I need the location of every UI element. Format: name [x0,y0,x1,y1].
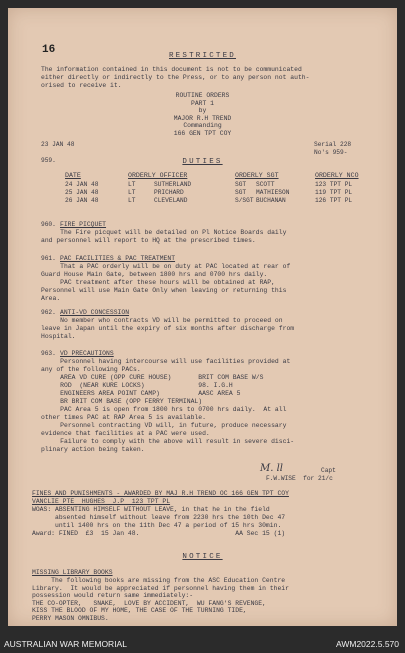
duties-cell: CLEVELAND [154,197,188,204]
notice-line: either directly or indirectly to the Press, or to any person not auth- [41,74,310,81]
signature-scrawl: M. ll [260,463,283,474]
notice-line: orised to receive it. [41,82,122,89]
document-page [8,8,397,626]
notice-section-line: KISS THE BLOOD OF MY HOME, THE CASE OF THE TURNING TIDE, [32,607,247,615]
footer-bar [0,634,405,653]
duties-header-date: DATE [65,172,81,179]
section-line: ROD (NEAR KURE LOCKS) 98. I.G.H [41,382,233,389]
fines-body [32,506,285,538]
fines-line: absented himself without leave from 2230 hrs the 10th Dec 47 [32,514,286,521]
duties-cell: 126 TPT PL [315,197,353,204]
duties-number: 959. [41,157,56,164]
duties-cell: LT [128,189,136,196]
section-line: PAC Area 5 is open from 1800 hrs to 0700 hrs daily. At all [41,406,287,413]
orders-heading [8,92,397,138]
duties-header-sgt: ORDERLY SGT [235,172,279,179]
section-body [41,317,294,341]
duties-cell: MATHIESON [256,189,290,196]
fines-heading [32,490,289,506]
duties-cell: 26 JAN 48 [65,197,99,204]
section-line: evidence that facilities at a PAC were used. [41,430,210,437]
duties-cell: 123 TPT PL [315,181,353,188]
section-line: Personnel will use Main Gate Only when leaving or returning this [41,287,287,294]
fines-heading-line: FINES AND PUNISHMENTS - AWARDED BY MAJ R.H TREND OC 166 GEN TPT COY [32,490,289,497]
notice-section-line: THE CO-OPTER, SNAKE, LOVE BY ACCIDENT, WU FANG'S REVENGE, [32,599,266,607]
restricted-title: RESTRICTED [168,52,236,60]
section-line: and personnel will report to HQ at the prescribed times. [41,237,256,244]
orders-heading-line: MAJOR R.H TREND [173,114,232,122]
fines-heading-line: VANCLIE PTE HUGHES J.P 123 TPT PL [32,498,171,505]
section-heading: ANTI-VD CONCESSION [60,309,130,316]
section-line: plinary action being taken. [41,446,145,453]
duties-cell: SCOTT [256,181,275,188]
duties-header-officer: ORDERLY OFFICER [128,172,188,179]
fines-line: WOAS: ABSENTING HIMSELF WITHOUT LEAVE, in that he in the field [32,506,270,513]
section-line: No member who contracts VD will be permitted to proceed on [41,317,283,324]
duties-cell: 24 JAN 48 [65,181,99,188]
order-date: 23 JAN 48 [41,141,75,148]
section-line: other times PAC at RAP Area 5 is available. [41,414,206,421]
section-number: 961. [41,255,56,262]
signature-line: F.W.WISE for 21/c [266,475,333,482]
duties-cell: 25 JAN 48 [65,189,99,196]
section-line: The Fire picquet will be detailed on Pl Notice Boards daily [41,229,287,236]
notice-heading: MISSING LIBRARY BOOKS [32,569,113,576]
fines-line: until 1400 hrs on the 11th Dec 47 a period of 15 hrs 30min. [32,522,282,529]
duties-cell: LT [128,181,136,188]
fines-line: Award: FINED £3 15 Jan 48. AA Sec 15 (1) [32,530,286,537]
notice-section-line: Library. It would be appreciated if personnel having them in their [32,584,289,592]
section-body [41,263,290,303]
section-number: 963. [41,350,56,357]
duties-title: DUTIES [182,158,223,166]
section-line: BR BRIT COM BASE (OPP FERRY TERMINAL) [41,398,203,405]
duties-cell: LT [128,197,136,204]
restricted-notice [41,66,309,90]
notice-section-line: PERRY MASON OMNIBUS. [32,614,109,622]
section-line: any of the following PACs. [41,366,141,373]
duties-header-nco: ORDERLY NCO [315,172,359,179]
orders-heading-line: PART 1 [190,99,214,107]
signature-rank: Capt [321,467,336,474]
duties-cell: BUCHANAN [256,197,286,204]
section-line: Personnel having intercourse will use facilities provided at [41,358,291,365]
orders-heading-line: 166 GEN TPT COY [173,129,232,137]
notice-title: NOTICE [182,553,223,561]
corner-mark: 16 [42,44,56,56]
section-heading: FIRE PICQUET [60,221,107,228]
order-numbers: No's 959- [314,149,348,156]
section-line: AREA VD CURE (OPP CURE HOUSE) BRIT COM BASE W/S [41,374,264,381]
section-number: 962. [41,309,56,316]
section-line: leave in Japan until the expiry of six months after discharge from [41,325,295,332]
notice-section-line: possession would return same immediately:- [32,592,194,600]
section-body [41,358,294,454]
section-line: Area. [41,295,61,302]
duties-cell: SGT [235,181,247,188]
section-heading: VD PRECAUTIONS [60,350,114,357]
section-line: That a PAC orderly will be on duty at PAC located at rear of [41,263,291,270]
section-line: Hospital. [41,333,76,340]
orders-heading-line: ROUTINE ORDERS [175,92,230,99]
section-line: ENGINEERS AREA POINT CAMP) AASC AREA 5 [41,390,241,397]
notice-section-line: The following books are missing from the ASC Education Centre [32,577,286,584]
duties-cell: SGT [235,189,247,196]
section-line: PAC treatment after these hours will be obtained at RAP, [41,279,275,286]
orders-heading-line: by [198,107,207,115]
section-number: 960. [41,221,56,228]
section-line: Guard House Main Gate, between 1800 hrs and 0700 hrs daily. [41,271,268,278]
duties-cell: SUTHERLAND [154,181,192,188]
duties-cell: 119 TPT PL [315,189,353,196]
duties-cell: S/SGT [235,197,254,204]
section-body [41,229,286,245]
serial-number: Serial 228 [314,141,352,148]
section-heading: PAC FACILITIES & PAC TREATMENT [60,255,176,262]
section-line: Personnel contracting VD will, in future, produce necessary [41,422,287,429]
footer-institution: AUSTRALIAN WAR MEMORIAL [4,639,127,649]
duties-cell: PRICHARD [154,189,184,196]
notice-body [32,577,289,623]
orders-heading-line: Commanding [183,122,222,130]
footer-accession: AWM2022.5.570 [336,639,399,649]
section-line: Failure to comply with the above will result in severe disci- [41,438,295,445]
notice-line: The information contained in this document is not to be communicated [41,66,302,73]
